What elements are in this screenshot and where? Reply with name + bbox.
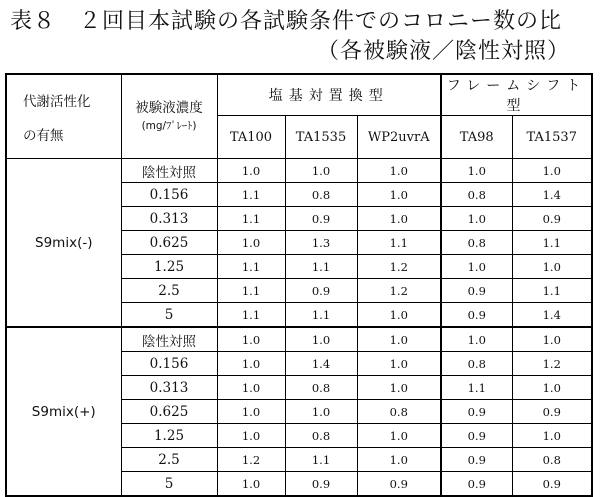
table-row	[6, 159, 592, 183]
value-cell-ta1535: 0.9	[285, 279, 357, 303]
value-cell-ta98: 0.9	[441, 472, 512, 497]
concentration-cell: 5	[121, 472, 217, 497]
strain-header-ta98: TA98	[441, 116, 512, 159]
value-cell-ta98: 0.9	[441, 448, 512, 472]
value-cell-ta1535: 0.8	[285, 424, 357, 448]
value-cell-wp2uvra: 1.2	[357, 279, 441, 303]
value-cell-ta1535: 0.8	[285, 183, 357, 207]
value-cell-ta1535: 1.4	[285, 352, 357, 376]
value-cell-ta1535: 1.1	[285, 448, 357, 472]
concentration-cell: 陰性対照	[121, 327, 217, 352]
value-cell-ta98: 0.8	[441, 352, 512, 376]
concentration-cell: 1.25	[121, 424, 217, 448]
table-title: 表８ ２回目本試験の各試験条件でのコロニー数の比	[10, 9, 563, 34]
concentration-cell: 0.156	[121, 352, 217, 376]
value-cell-ta98: 0.9	[441, 424, 512, 448]
metabolic-activation-header	[6, 74, 121, 159]
value-cell-ta100: 1.0	[217, 376, 285, 400]
strain-header-ta1537: TA1537	[512, 116, 592, 159]
value-cell-wp2uvra: 1.2	[357, 255, 441, 279]
value-cell-ta100: 1.0	[217, 352, 285, 376]
value-cell-ta98: 0.9	[441, 279, 512, 303]
value-cell-ta1535: 1.0	[285, 400, 357, 424]
value-cell-ta100: 1.0	[217, 472, 285, 497]
value-cell-ta1535: 1.1	[285, 303, 357, 328]
value-cell-ta1537: 1.0	[512, 255, 592, 279]
value-cell-ta98: 1.0	[441, 327, 512, 352]
value-cell-ta100: 1.1	[217, 255, 285, 279]
value-cell-wp2uvra: 1.0	[357, 207, 441, 231]
value-cell-ta98: 0.8	[441, 183, 512, 207]
value-cell-wp2uvra: 1.0	[357, 352, 441, 376]
value-cell-ta1535: 0.9	[285, 472, 357, 497]
metabolic-activation-header-bottom: の有無	[23, 127, 64, 144]
base-pair-substitution-header: 塩基対置換型	[217, 74, 441, 116]
value-cell-wp2uvra: 1.0	[357, 424, 441, 448]
condition-cell: S9mix(+)	[6, 327, 121, 496]
value-cell-ta1537: 1.0	[512, 424, 592, 448]
value-cell-ta98: 1.0	[441, 255, 512, 279]
value-cell-ta1535: 1.1	[285, 255, 357, 279]
value-cell-ta1537: 0.9	[512, 400, 592, 424]
value-cell-ta98: 0.8	[441, 231, 512, 255]
results-table-body	[6, 74, 592, 496]
value-cell-ta1537: 1.0	[512, 376, 592, 400]
value-cell-ta1537: 1.1	[512, 231, 592, 255]
value-cell-ta1537: 1.1	[512, 279, 592, 303]
concentration-cell: 0.625	[121, 231, 217, 255]
concentration-cell: 0.625	[121, 400, 217, 424]
concentration-cell: 1.25	[121, 255, 217, 279]
concentration-header-unit: (mg/ﾌﾟﾚｰﾄ)	[141, 119, 197, 132]
value-cell-ta1537: 0.8	[512, 448, 592, 472]
value-cell-ta1535: 1.0	[285, 159, 357, 183]
concentration-cell: 5	[121, 303, 217, 328]
value-cell-wp2uvra: 1.0	[357, 159, 441, 183]
value-cell-ta1535: 0.9	[285, 207, 357, 231]
value-cell-ta1537: 1.0	[512, 327, 592, 352]
value-cell-ta100: 1.1	[217, 183, 285, 207]
value-cell-ta1535: 1.0	[285, 327, 357, 352]
value-cell-wp2uvra: 1.0	[357, 327, 441, 352]
value-cell-ta1537: 1.4	[512, 303, 592, 328]
value-cell-ta100: 1.0	[217, 327, 285, 352]
concentration-cell: 0.313	[121, 376, 217, 400]
table-subtitle: （各被験液／陰性対照）	[316, 39, 570, 64]
value-cell-ta100: 1.0	[217, 424, 285, 448]
table-row	[6, 327, 592, 352]
strain-header-wp2uvra: WP2uvrA	[357, 116, 441, 159]
concentration-cell: 陰性対照	[121, 159, 217, 183]
value-cell-wp2uvra: 1.0	[357, 183, 441, 207]
value-cell-wp2uvra: 1.1	[357, 231, 441, 255]
condition-cell: S9mix(-)	[6, 159, 121, 328]
frameshift-header: フレームシフト型	[441, 74, 592, 116]
value-cell-ta1537: 1.2	[512, 352, 592, 376]
metabolic-activation-header-top: 代謝活性化	[23, 93, 91, 110]
value-cell-ta100: 1.0	[217, 231, 285, 255]
value-cell-ta1537: 0.9	[512, 207, 592, 231]
value-cell-ta98: 1.0	[441, 207, 512, 231]
strain-header-ta100: TA100	[217, 116, 285, 159]
concentration-cell: 0.313	[121, 207, 217, 231]
value-cell-ta98: 1.1	[441, 376, 512, 400]
value-cell-ta100: 1.1	[217, 303, 285, 328]
concentration-cell: 2.5	[121, 448, 217, 472]
value-cell-wp2uvra: 0.8	[357, 400, 441, 424]
value-cell-wp2uvra: 0.9	[357, 472, 441, 497]
value-cell-ta100: 1.0	[217, 400, 285, 424]
concentration-cell: 2.5	[121, 279, 217, 303]
value-cell-ta98: 0.9	[441, 400, 512, 424]
concentration-cell: 0.156	[121, 183, 217, 207]
value-cell-ta100: 1.0	[217, 159, 285, 183]
value-cell-ta1537: 0.9	[512, 472, 592, 497]
value-cell-ta1535: 0.8	[285, 376, 357, 400]
value-cell-ta100: 1.1	[217, 207, 285, 231]
value-cell-ta1537: 1.0	[512, 159, 592, 183]
value-cell-ta100: 1.1	[217, 279, 285, 303]
value-cell-ta1537: 1.4	[512, 183, 592, 207]
value-cell-wp2uvra: 1.0	[357, 303, 441, 328]
value-cell-ta1535: 1.3	[285, 231, 357, 255]
concentration-header-label: 被験液濃度	[135, 99, 203, 116]
results-table	[5, 73, 593, 497]
value-cell-wp2uvra: 1.0	[357, 376, 441, 400]
value-cell-wp2uvra: 1.0	[357, 448, 441, 472]
concentration-header	[121, 74, 217, 159]
strain-header-ta1535: TA1535	[285, 116, 357, 159]
value-cell-ta98: 0.9	[441, 303, 512, 328]
header-row-1	[6, 74, 592, 116]
value-cell-ta98: 1.0	[441, 159, 512, 183]
value-cell-ta100: 1.2	[217, 448, 285, 472]
